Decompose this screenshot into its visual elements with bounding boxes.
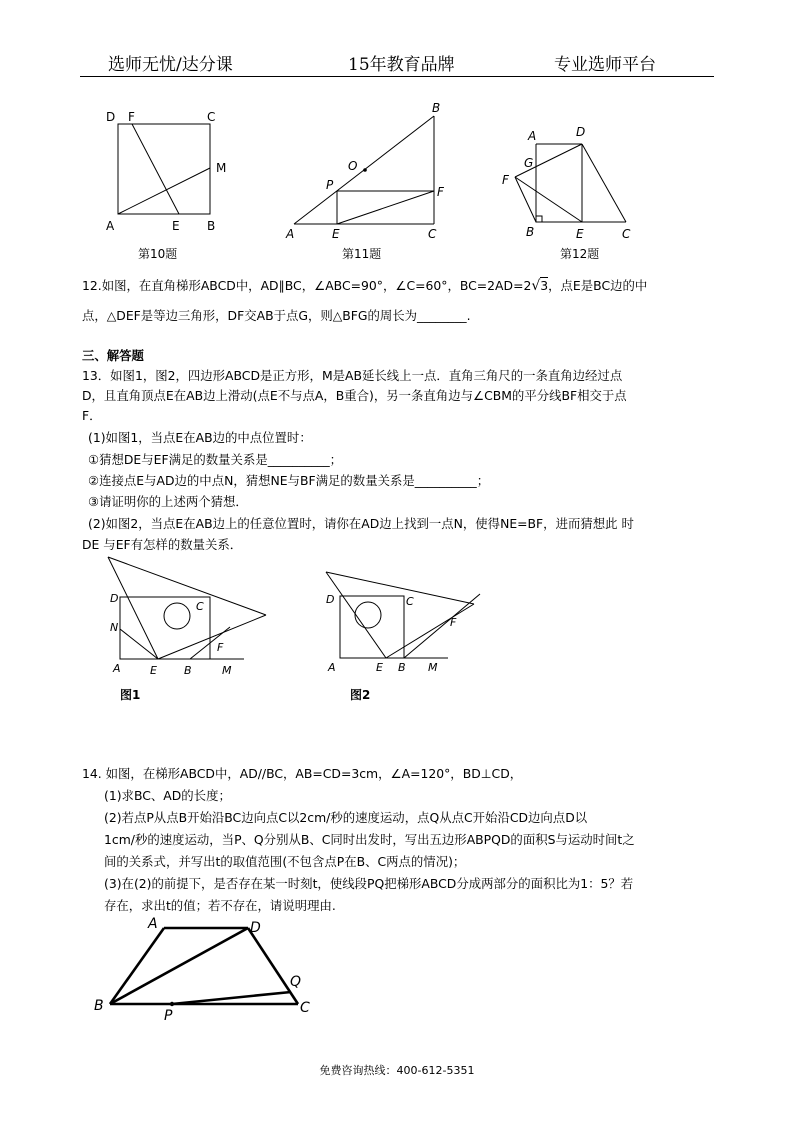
label-E: E [172, 219, 180, 233]
q13-line8: (2)如图2，当点E在AB边上的任意位置时，请你在AD边上找到一点N，使得NE=BF，进而猜想此 时 [88, 516, 634, 531]
label-C: C [428, 227, 437, 241]
label-A: A [328, 661, 336, 674]
label-D: D [106, 110, 116, 124]
label-A: A [148, 916, 158, 932]
label-C: C [207, 110, 216, 124]
label-C: C [300, 1000, 310, 1016]
label-D: D [250, 920, 261, 936]
q12-line1: 12.如图，在直角梯形ABCD中，AD∥BC，∠ABC=90°，∠C=60°，BC=2AD=2√3，点E是BC边的中 [82, 278, 648, 294]
q13-line2: D，且直角顶点E在AB边上滑动(点E不与点A，B重合)，另一条直角边与∠CBM的平分线BF相交于点 [82, 388, 627, 403]
q14-line6: (3)在(2)的前提下，是否存在某一时刻t，使线段PQ把梯形ABCD分成两部分的面积比为1：5？若 [104, 876, 634, 891]
figure-12 [496, 122, 646, 244]
q13-line4: (1)如图1，当点E在AB边的中点位置时： [88, 430, 312, 445]
sqrt-symbol: √ [531, 278, 541, 294]
label-N: N [110, 621, 119, 634]
figure-14 [88, 912, 328, 1024]
label-F: F [128, 110, 135, 124]
q14-line2: (1)求BC、AD的长度； [104, 788, 231, 803]
label-B: B [94, 998, 104, 1014]
q14-line1: 14. 如图，在梯形ABCD中，AD//BC，AB=CD=3cm，∠A=120°，BD⊥CD， [82, 766, 523, 781]
q14-line5: 间的关系式，并写出t的取值范围(不包含点P在B、C两点的情况)； [104, 854, 466, 869]
label-E: E [576, 227, 584, 241]
label-F: F [502, 173, 509, 187]
header-left: 选师无忧/达分课 [108, 55, 233, 75]
header-right: 专业选师平台 [554, 55, 656, 75]
q12-line2: 点，△DEF是等边三角形，DF交AB于点G，则△BFG的周长为________. [82, 308, 471, 323]
label-B: B [207, 219, 216, 233]
label-B: B [432, 101, 441, 115]
label-D: D [576, 125, 586, 139]
label-B: B [184, 664, 192, 677]
caption-12: 第12题 [560, 247, 600, 261]
caption-13-2: 图2 [350, 688, 371, 702]
figure-13-2 [318, 568, 488, 678]
label-O: O [348, 159, 358, 173]
q14-line7: 存在，求出t的值；若不存在，请说明理由. [104, 898, 336, 913]
label-B: B [526, 225, 535, 239]
label-C: C [622, 227, 631, 241]
label-M: M [222, 664, 232, 677]
q13-line6: ②连接点E与AD边的中点N，猜想NE与BF满足的数量关系是__________； [88, 473, 490, 488]
label-Q: Q [290, 974, 302, 990]
label-E: E [376, 661, 383, 674]
label-M: M [216, 161, 227, 175]
label-G: G [524, 156, 534, 170]
label-A: A [528, 129, 537, 143]
label-E: E [150, 664, 157, 677]
page-footer: 免费咨询热线：400-612-5351 [319, 1064, 475, 1077]
label-E: E [332, 227, 340, 241]
q13-line1: 13．如图1，图2，四边形ABCD是正方形，M是AB延长线上一点．直角三角尺的一条直角边经过点 [82, 368, 623, 383]
page-header [80, 50, 714, 77]
figure-13-1 [104, 555, 274, 685]
label-C: C [406, 595, 414, 608]
label-D: D [326, 593, 335, 606]
label-A: A [286, 227, 295, 241]
label-D: D [110, 592, 119, 605]
label-A: A [113, 662, 121, 675]
caption-10: 第10题 [138, 247, 178, 261]
q13-line7: ③请证明你的上述两个猜想． [88, 494, 248, 509]
label-B: B [398, 661, 406, 674]
label-P: P [326, 178, 334, 192]
header-center: 15年教育品牌 [348, 55, 455, 75]
q13-line9: DE 与EF有怎样的数量关系． [82, 537, 243, 552]
section-heading: 三、解答题 [82, 348, 144, 363]
label-A: A [106, 219, 115, 233]
q14-line3: (2)若点P从点B开始沿BC边向点C以2cm/秒的速度运动，点Q从点C开始沿CD边向点D以 [104, 810, 588, 825]
label-M: M [428, 661, 438, 674]
label-F: F [437, 185, 444, 199]
q13-line3: F． [82, 408, 102, 423]
q14-line4: 1cm/秒的速度运动，当P、Q分别从B、C同时出发时，写出五边形ABPQD的面积S与运动时间t之 [104, 832, 635, 847]
caption-13-1: 图1 [120, 688, 141, 702]
figure-11 [282, 100, 452, 242]
label-P: P [164, 1008, 173, 1024]
caption-11: 第11题 [342, 247, 382, 261]
label-F: F [450, 616, 457, 629]
label-F: F [217, 641, 224, 654]
q13-line5: ①猜想DE与EF满足的数量关系是__________； [88, 452, 343, 467]
figure-10 [100, 104, 240, 234]
label-C: C [196, 600, 204, 613]
